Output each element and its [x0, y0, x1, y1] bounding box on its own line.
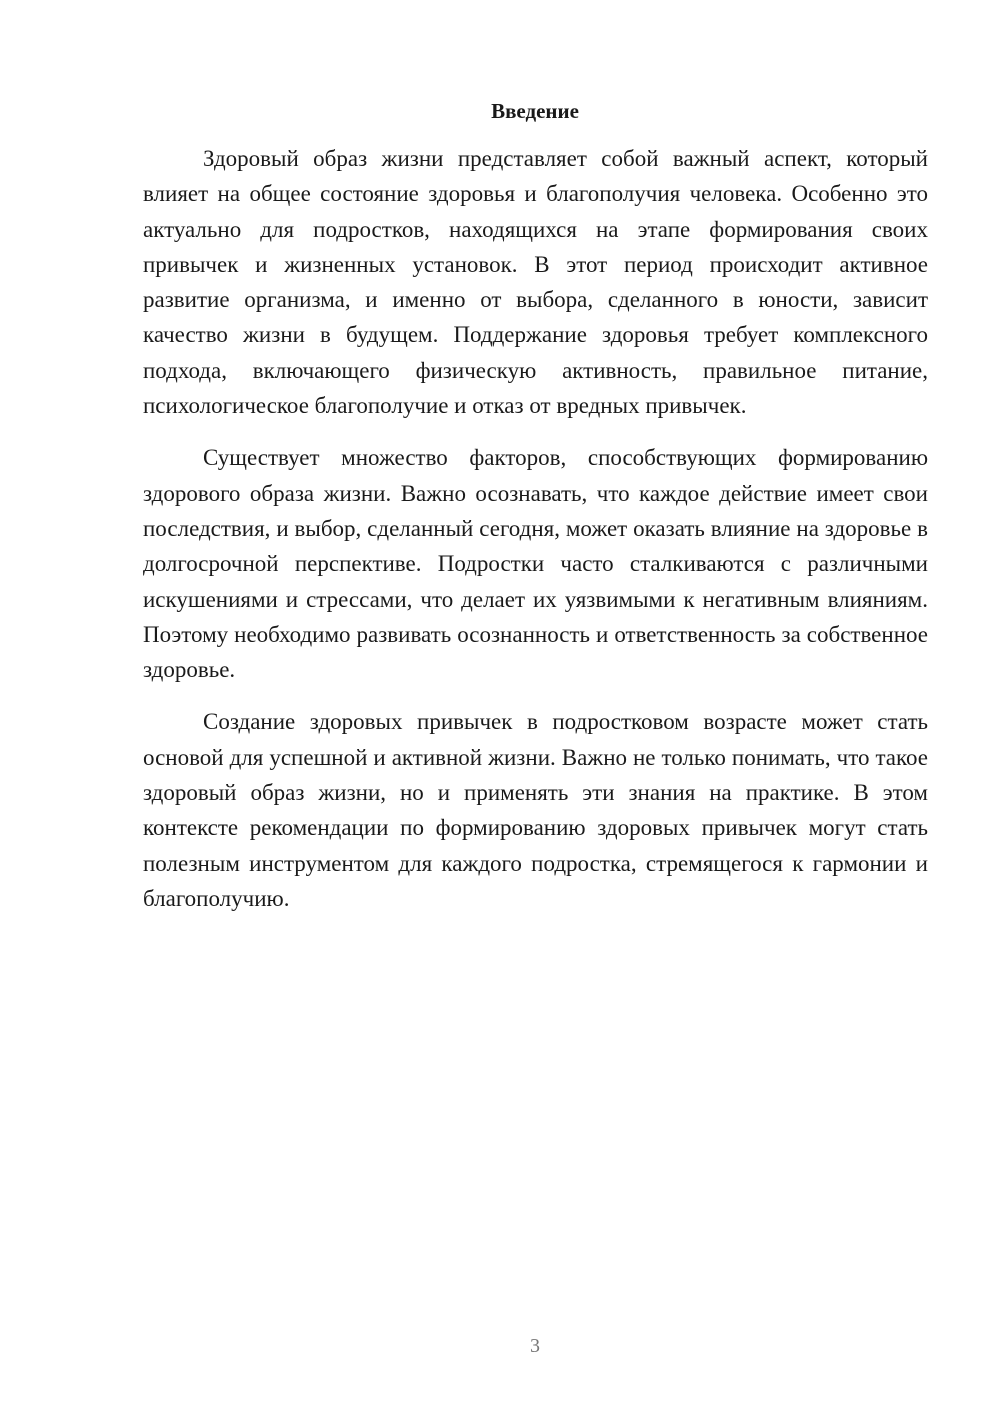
body-text: [143, 141, 928, 933]
page-number: 3: [530, 1335, 540, 1357]
paragraph-2: Существует множество факторов, способствующих формированию здорового образа жизни. Важно осознавать, что каждое действие имеет свои последствия, и выбор, сделанный сегодня, может оказать влияние на здоровье в долгосрочной перспективе. Подростки часто сталкиваются с различными искушениями и стрессами, что делает их уязвимыми к негативным влияниям. Поэтому необходимо развивать осознанность и ответственность за собственное здоровье.: [143, 445, 928, 683]
section-heading: Введение: [491, 99, 579, 123]
paragraph-3: Создание здоровых привычек в подростковом возрасте может стать основой для успешной и активной жизни. Важно не только понимать, что такое здоровый образ жизни, но и применять эти знания на практике. В этом контексте рекомендации по формированию здоровых привычек могут стать полезным инструментом для каждого подростка, стремящегося к гармонии и благополучию.: [143, 709, 928, 911]
paragraph-1: Здоровый образ жизни представляет собой важный аспект, который влияет на общее состояние здоровья и благополучия человека. Особенно это актуально для подростков, находящихся на этапе формирования своих привычек и жизненных установок. В этот период происходит активное развитие организма, и именно от выбора, сделанного в юности, зависит качество жизни в будущем. Поддержание здоровья требует комплексного подхода, включающего физическую активность, правильное питание, психологическое благополучие и отказ от вредных привычек.: [143, 146, 928, 419]
